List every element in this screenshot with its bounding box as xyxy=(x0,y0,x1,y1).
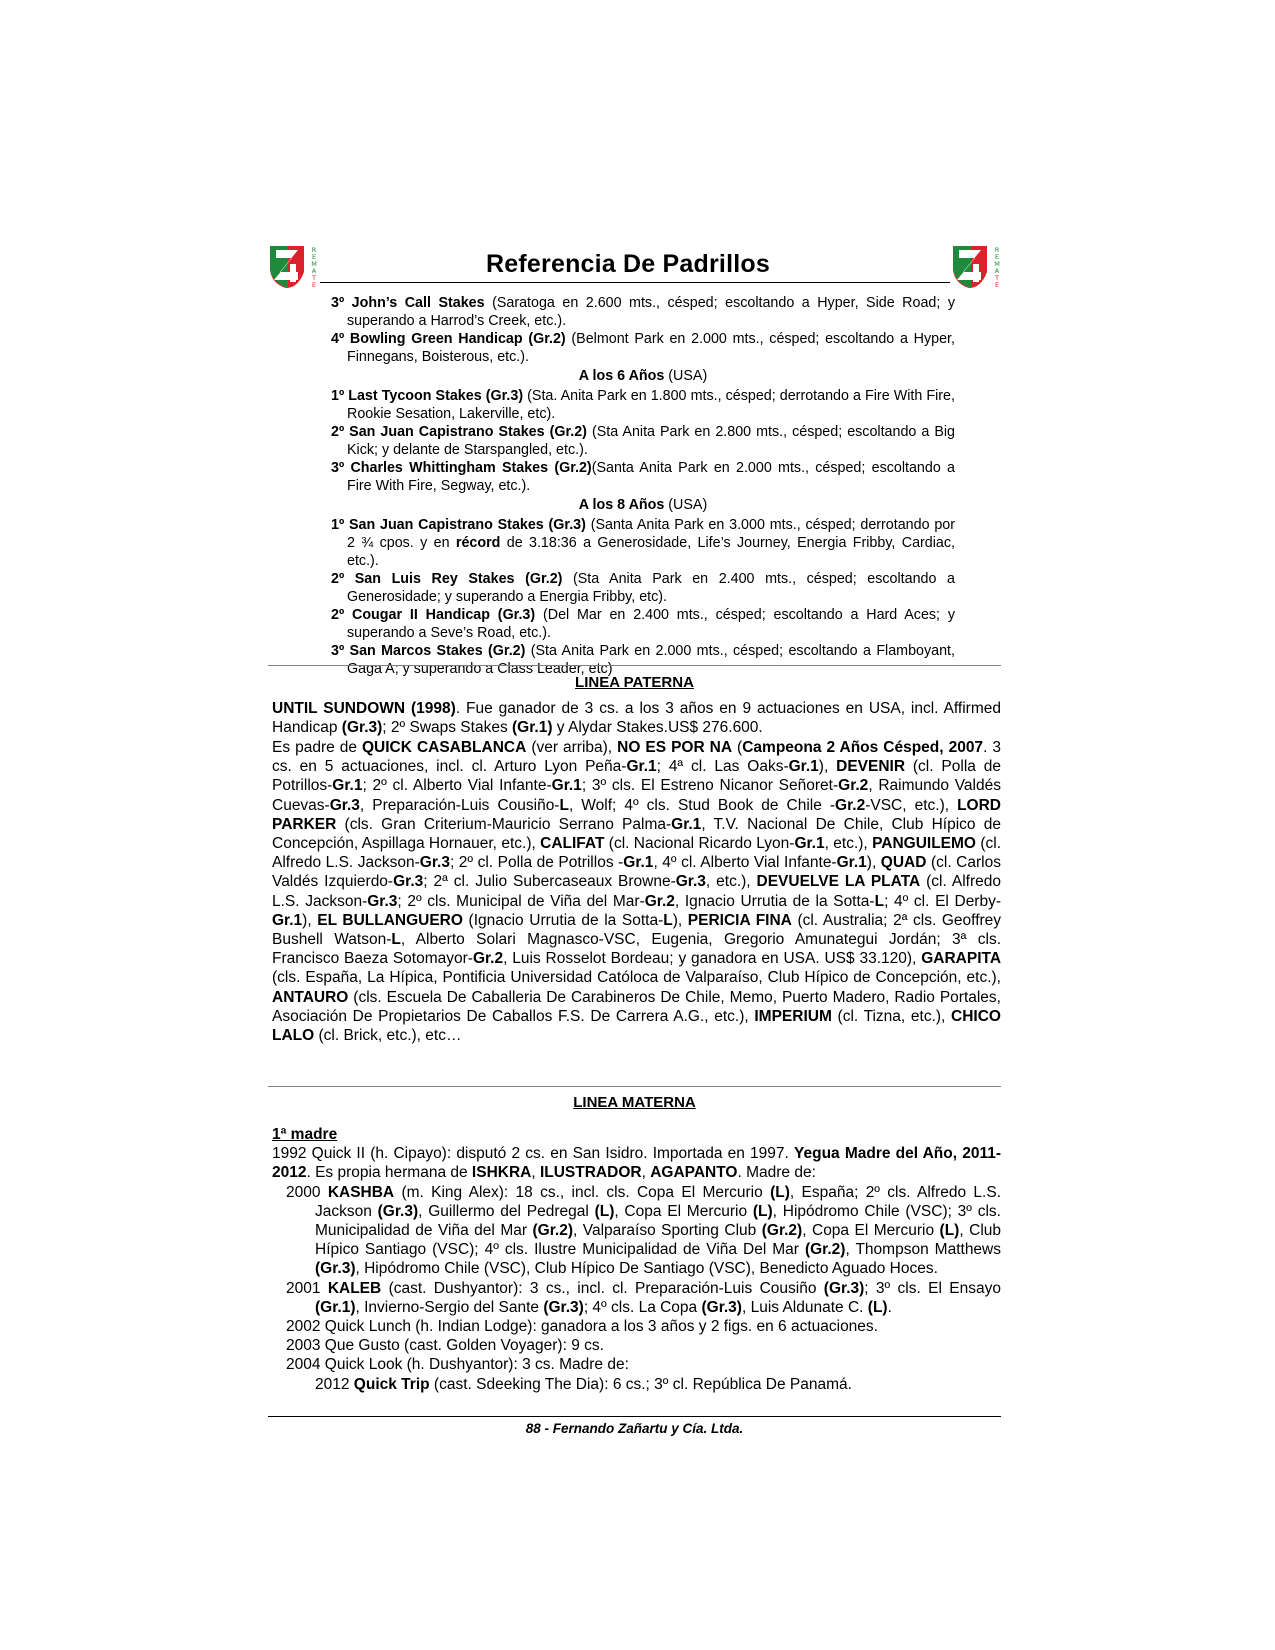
svg-text:T: T xyxy=(995,274,999,282)
bold-text: (L) xyxy=(594,1202,615,1220)
page-footer: 88 - Fernando Zañartu y Cía. Ltda. xyxy=(525,1421,744,1436)
bold-text: Gr.2 xyxy=(838,777,869,795)
race-name: 3º Charles Whittingham Stakes (Gr.2) xyxy=(331,460,592,476)
linea-materna-block xyxy=(272,1125,1001,1394)
bold-text: IMPERIUM xyxy=(754,1007,832,1025)
race-name: 3º John’s Call Stakes xyxy=(331,295,485,311)
race-name: 4º Bowling Green Handicap (Gr.2) xyxy=(331,331,566,347)
race-name: 2º Cougar II Handicap (Gr.3) xyxy=(331,607,536,623)
bold-text: L xyxy=(874,892,885,910)
paterna-paragraph-1: UNTIL SUNDOWN (1998). Fue ganador de 3 cs. a los 3 años en 9 actuaciones en USA, incl. Affirmed Handicap (Gr.3); 2º Swaps Stakes (Gr.1) y Alydar Stakes.US$ 276.600. xyxy=(272,700,1001,737)
bold-text: (Gr.2) xyxy=(804,1241,846,1259)
first-dam-intro: 1992 Quick II (h. Cipayo): disputó 2 cs. en San Isidro. Importada en 1997. Yegua Madre del Año, 2011-2012. Es propia hermana de ISHKRA, ILUSTRADOR, AGAPANTO. Madre de: xyxy=(272,1145,1001,1182)
age-label: A los 6 Años xyxy=(578,368,665,384)
page-header xyxy=(268,242,1001,290)
bold-text: UNTIL SUNDOWN (1998) xyxy=(272,700,456,717)
bold-text: GARAPITA xyxy=(921,950,1002,968)
bold-text: récord xyxy=(455,535,501,551)
bold-text: (Gr.3) xyxy=(377,1202,419,1220)
bold-text: (Gr.2) xyxy=(761,1222,803,1240)
bold-text: Quick Trip xyxy=(353,1375,430,1393)
svg-text:T: T xyxy=(312,274,316,282)
bold-text: Gr.3 xyxy=(419,854,450,872)
bold-text: (L) xyxy=(770,1183,790,1201)
bold-text: Gr.1 xyxy=(788,758,819,776)
bold-text: AGAPANTO xyxy=(650,1164,738,1182)
bold-text: (Gr.3) xyxy=(543,1298,584,1316)
bold-text: Gr.1 xyxy=(626,758,657,776)
bold-text: (Gr.1) xyxy=(512,719,553,737)
zl-remates-logo-right xyxy=(951,242,1007,290)
bold-text: Campeona 2 Años Césped, 2007 xyxy=(742,739,984,756)
age-label: A los 8 Años xyxy=(578,497,665,513)
bold-text: (Gr.3) xyxy=(701,1298,742,1316)
bold-text: (Gr.1) xyxy=(315,1298,356,1316)
bold-text: L xyxy=(663,911,673,929)
progeny-item: 2000 KASHBA (m. King Alex): 18 cs., incl. cls. Copa El Mercurio (L), España; 2º cls. Alfredo L.S. Jackson (Gr.3), Guillermo del Pedregal (L), Copa El Mercurio (L), Hipódromo Chile (VSC); 3º cls. Municipalidad de Viña del Mar (Gr.2), Valparaíso Sporting Club (Gr.2), Copa El Mercurio (L), Club Hípico Santiago (VSC); 4º cls. Ilustre Municipalidad de Viña Del Mar (Gr.2), Thompson Matthews (Gr.3), Hipódromo Chile (VSC), Club Hípico De Santiago (VSC), Benedicto Aguado Hoces. xyxy=(286,1183,1002,1278)
bold-text: Gr.1 xyxy=(332,777,363,795)
bold-text: DEVENIR xyxy=(836,758,906,776)
svg-text:M: M xyxy=(994,260,1000,268)
bold-text: Gr.3 xyxy=(367,892,398,910)
race-name: 1º Last Tycoon Stakes (Gr.3) xyxy=(331,388,524,404)
svg-text:A: A xyxy=(994,267,1000,275)
bold-text: Gr.2 xyxy=(644,892,675,910)
progeny-item: 2004 Quick Look (h. Dushyantor): 3 cs. Madre de: xyxy=(286,1356,629,1374)
svg-text:M: M xyxy=(311,260,317,268)
bold-text: KALEB xyxy=(327,1279,382,1297)
zl-remates-logo-left xyxy=(268,242,324,290)
svg-text:E: E xyxy=(311,253,317,261)
bold-text: (Gr.3) xyxy=(341,719,383,737)
bold-text: PERICIA FINA xyxy=(687,911,792,929)
header-rule xyxy=(320,282,950,283)
bold-text: Gr.1 xyxy=(623,854,654,872)
page-title: Referencia De Padrillos xyxy=(486,250,770,278)
bold-text: L xyxy=(391,931,401,949)
bold-text: Gr.1 xyxy=(272,911,303,929)
race-name: 1º San Juan Capistrano Stakes (Gr.3) xyxy=(331,517,586,533)
bold-text: ISHKRA xyxy=(471,1164,532,1182)
svg-text:E: E xyxy=(994,281,1000,289)
bold-text: Gr.2 xyxy=(472,950,504,968)
race-group-8 xyxy=(331,516,955,678)
footer-rule xyxy=(268,1416,1001,1417)
bold-text: QUICK CASABLANCA xyxy=(362,739,527,756)
race-record: 3º Charles Whittingham Stakes (Gr.2)(Santa Anita Park en 2.000 mts., césped; escoltando a Fire With Fire, Segway, etc.). xyxy=(331,460,955,494)
race-group-6 xyxy=(331,387,955,495)
race-record: 1º San Juan Capistrano Stakes (Gr.3) (Santa Anita Park en 3.000 mts., césped; derrotando por 2 ¾ cpos. y en récord de 3.18:36 a Generosidade, Life’s Journey, Energia Fribby, Cardiac, etc.). xyxy=(331,517,955,569)
linea-paterna-title: LINEA PATERNA xyxy=(575,674,694,691)
bold-text: PANGUILEMO xyxy=(872,835,976,853)
race-record: 3º John’s Call Stakes (Saratoga en 2.600 mts., césped; escoltando a Hyper, Side Road; y superando a Harrod’s Creek, etc.). xyxy=(331,295,955,329)
race-record: 2º San Luis Rey Stakes (Gr.2) (Sta Anita Park en 2.400 mts., césped; escoltando a Generosidade; y superando a Energia Fribby, etc). xyxy=(331,571,955,605)
race-record-list xyxy=(331,294,955,678)
bold-text: Gr.1 xyxy=(836,854,867,872)
progeny-item: 2003 Que Gusto (cast. Golden Voyager): 9 cs. xyxy=(286,1337,604,1355)
section-divider xyxy=(268,665,1001,666)
race-record: 4º Bowling Green Handicap (Gr.2) (Belmont Park en 2.000 mts., césped; escoltando a Hyper, Finnegans, Boisterous, etc.). xyxy=(331,331,955,365)
bold-text: ANTAURO xyxy=(272,988,349,1006)
bold-text: LORD PARKER xyxy=(272,796,1002,833)
progeny-item: 2002 Quick Lunch (h. Indian Lodge): ganadora a los 3 años y 2 figs. en 6 actuaciones. xyxy=(286,1318,878,1336)
bold-text: KASHBA xyxy=(327,1183,395,1201)
bold-text: Yegua Madre del Año, 2011-2012 xyxy=(272,1145,1001,1182)
race-group-top xyxy=(331,294,955,366)
bold-text: NO ES POR NA xyxy=(617,739,733,756)
linea-materna-title: LINEA MATERNA xyxy=(573,1094,696,1111)
svg-text:E: E xyxy=(311,281,317,289)
bold-text: L xyxy=(559,796,569,814)
bold-text: ILUSTRADOR xyxy=(539,1164,642,1182)
bold-text: Gr.3 xyxy=(675,873,706,891)
bold-text: EL BULLANGUERO xyxy=(317,911,463,929)
progeny-list xyxy=(272,1183,1001,1375)
svg-text:A: A xyxy=(311,267,317,275)
bold-text: (L) xyxy=(939,1222,960,1240)
svg-text:E: E xyxy=(994,253,1000,261)
age-country: (USA) xyxy=(664,368,708,384)
bold-text: CALIFAT xyxy=(540,835,605,853)
bold-text: DEVUELVE LA PLATA xyxy=(756,873,921,891)
age-heading-6 xyxy=(331,367,955,386)
paterna-paragraph-2: Es padre de QUICK CASABLANCA (ver arriba), NO ES POR NA (Campeona 2 Años Césped, 2007. 3 cs. en 5 actuaciones, incl. cl. Arturo Lyon Peña-Gr.1; 4ª cl. Las Oaks-Gr.1), DEVENIR (cl. Polla de Potrillos-Gr.1; 2º cl. Alberto Vial Infante-Gr.1; 3º cls. El Estreno Nicanor Señoret-Gr.2, Raimundo Valdés Cuevas-Gr.3, Preparación-Luis Cousiño-L, Wolf; 4º cls. Stud Book de Chile -Gr.2-VSC, etc.), LORD PARKER (cls. Gran Criterium-Mauricio Serrano Palma-Gr.1, T.V. Nacional De Chile, Club Hípico de Concepción, Aspillaga Hornauer, etc.), CALIFAT (cl. Nacional Ricardo Lyon-Gr.1, etc.), PANGUILEMO (cl. Alfredo L.S. Jackson-Gr.3; 2º cl. Polla de Potrillos -Gr.1, 4º cl. Alberto Vial Infante-Gr.1), QUAD (cl. Carlos Valdés Izquierdo-Gr.3; 2ª cl. Julio Subercaseaux Browne-Gr.3, etc.), DEVUELVE LA PLATA (cl. Alfredo L.S. Jackson-Gr.3; 2º cls. Municipal de Viña del Mar-Gr.2, Ignacio Urrutia de la Sotta-L; 4º cl. El Derby-Gr.1), EL BULLANGUERO (Ignacio Urrutia de la Sotta-L), PERICIA FINA (cl. Australia; 2ª cls. Geoffrey Bushell Watson-L, Alberto Solari Magnasco-VSC, Eugenia, Gregorio Amunategui Jordán; 3ª cls. Francisco Baeza Sotomayor-Gr.2, Luis Rosselot Bordeau; y ganadora en USA. US$ 33.120), GARAPITA (cls. España, La Hípica, Pontificia Universidad Católoca de Valparaíso, Club Hípico de Concepción, etc.), ANTAURO (cls. Escuela De Caballeria De Carabineros De Chile, Memo, Puerto Madero, Radio Portales, Asociación De Propietarios De Caballos F.S. De Carrera A.G., etc.), IMPERIUM (cl. Tizna, etc.), CHICO LALO (cl. Brick, etc.), etc… xyxy=(272,739,1002,1045)
race-name: 3º San Marcos Stakes (Gr.2) xyxy=(331,643,526,659)
race-name: 2º San Juan Capistrano Stakes (Gr.2) xyxy=(331,424,587,440)
race-record: 1º Last Tycoon Stakes (Gr.3) (Sta. Anita Park en 1.800 mts., césped; derrotando a Fire With Fire, Rookie Sesation, Lakerville, etc). xyxy=(331,388,955,422)
race-record: 3º San Marcos Stakes (Gr.2) (Sta Anita Park en 2.000 mts., césped; escoltando a Flamboyant, Gaga A; y superando a Class Leader, etc) xyxy=(331,643,955,677)
svg-text:R: R xyxy=(311,246,317,254)
bold-text: (Gr.2) xyxy=(532,1222,573,1240)
bold-text: Gr.1 xyxy=(551,777,582,795)
bold-text: Gr.3 xyxy=(393,873,424,891)
section-divider xyxy=(268,1086,1001,1087)
age-heading-8 xyxy=(331,496,955,515)
bold-text: CHICO LALO xyxy=(272,1007,1001,1045)
age-country: (USA) xyxy=(664,497,708,513)
bold-text: (L) xyxy=(867,1298,888,1316)
bold-text: Gr.1 xyxy=(671,815,702,833)
bold-text: QUAD xyxy=(880,854,927,872)
race-name: 2º San Luis Rey Stakes (Gr.2) xyxy=(331,571,563,587)
svg-text:R: R xyxy=(994,246,1000,254)
bold-text: (L) xyxy=(752,1202,773,1220)
first-dam-heading: 1ª madre xyxy=(272,1126,338,1143)
bold-text: Gr.2 xyxy=(835,796,866,814)
progeny-item: 2001 KALEB (cast. Dushyantor): 3 cs., incl. cl. Preparación-Luis Cousiño (Gr.3); 3º cls. El Ensayo (Gr.1), Invierno-Sergio del Sante (Gr.3); 4º cls. La Copa (Gr.3), Luis Aldunate C. (L). xyxy=(286,1279,1001,1316)
bold-text: Gr.1 xyxy=(794,835,825,853)
grandprogeny-item: 2012 Quick Trip (cast. Sdeeking The Dia): 6 cs.; 3º cl. República De Panamá. xyxy=(315,1375,852,1393)
race-record: 2º San Juan Capistrano Stakes (Gr.2) (Sta Anita Park en 2.800 mts., césped; escoltando a Big Kick; y delante de Starspangled, etc.). xyxy=(331,424,955,458)
race-record: 2º Cougar II Handicap (Gr.3) (Del Mar en 2.400 mts., césped; escoltando a Hard Aces; y superando a Seve’s Road, etc.). xyxy=(331,607,955,641)
bold-text: (Gr.3) xyxy=(315,1260,356,1278)
bold-text: Gr.3 xyxy=(329,796,360,814)
bold-text: (Gr.3) xyxy=(823,1279,865,1297)
